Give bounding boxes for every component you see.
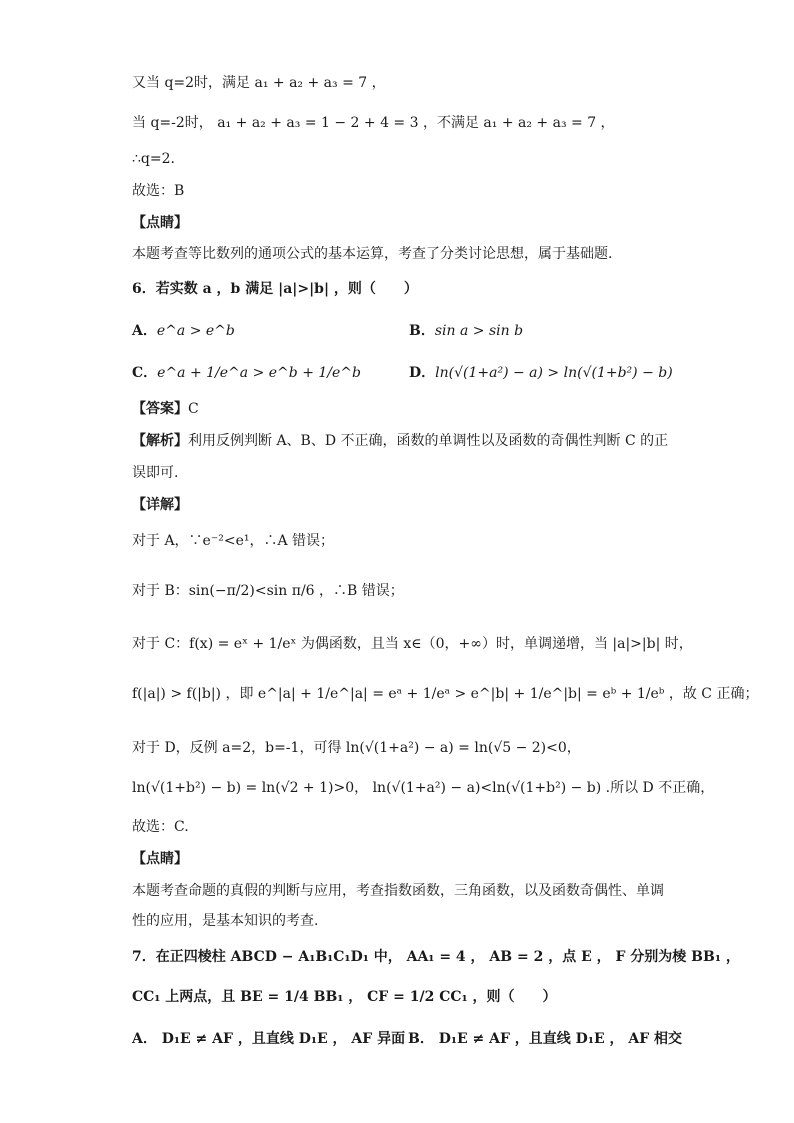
question-7-stem-2: CC₁ 上两点，且 BE = 1/4 BB₁ ， CF = 1/2 CC₁ ，则（ ）: [132, 989, 557, 1005]
answer-line: 【答案】C: [132, 401, 199, 417]
detail-tag: 【详解】: [132, 497, 188, 513]
question-6-stem: 6．若实数 a ，b 满足 |a|>|b| ，则（ ）: [132, 281, 418, 297]
tip-text-1: 本题考查等比数列的通项公式的基本运算，考查了分类讨论思想，属于基础题.: [132, 246, 613, 262]
question-7-option-a: A． D₁E ≠ AF ，且直线 D₁E ， AF 异面: [132, 1031, 406, 1047]
analysis-line-2: 误即可.: [132, 465, 179, 481]
tip-text-2a: 本题考查命题的真假的判断与应用，考查指数函数，三角函数，以及函数奇偶性、单调: [132, 883, 664, 899]
detail-line-c: 对于 C：f(x) = eˣ + 1/eˣ 为偶函数，且当 x∈（0，+∞）时，单调递增，当 |a|>|b| 时，: [132, 636, 693, 652]
detail-line-d2: ln(√(1+b²) − b) = ln(√2 + 1)>0， ln(√(1+a²) − a)<ln(√(1+b²) − b) .所以 D 不正确，: [132, 780, 715, 796]
question-6-option-b: B．sin a > sin b: [409, 323, 524, 339]
question-6-option-a: A．e^a > e^b: [132, 323, 235, 339]
tip-text-2b: 性的应用，是基本知识的考查.: [132, 913, 319, 929]
tip-tag-1: 【点睛】: [132, 215, 188, 231]
detail-line-a: 对于 A，∵e⁻²<e¹，∴A 错误；: [132, 533, 335, 549]
solution-line-4: 故选：B: [132, 183, 185, 199]
question-7-stem-1: 7．在正四棱柱 ABCD − A₁B₁C₁D₁ 中， AA₁ = 4 ， AB = 2 ，点 E ， F 分别为棱 BB₁ ，: [132, 949, 740, 965]
question-6-option-c: C．e^a + 1/e^a > e^b + 1/e^b: [132, 365, 361, 381]
detail-line-c2: f(|a|) > f(|b|) ，即 e^|a| + 1/e^|a| = eᵃ + 1/eᵃ > e^|b| + 1/e^|b| = eᵇ + 1/eᵇ ，故 C 正确；: [132, 686, 759, 702]
tip-tag-2: 【点睛】: [132, 851, 188, 867]
detail-line-d1: 对于 D，反例 a=2，b=-1，可得 ln(√(1+a²) − a) = ln(√5 − 2)<0，: [132, 740, 581, 756]
solution-line-1: 又当 q=2时，满足 a₁ + a₂ + a₃ = 7 ，: [132, 75, 386, 91]
analysis-line-1: 【解析】利用反例判断 A、B、D 不正确，函数的单调性以及函数的奇偶性判断 C 的正: [132, 433, 669, 449]
detail-line-choose: 故选：C.: [132, 819, 189, 835]
solution-line-2: 当 q=-2时， a₁ + a₂ + a₃ = 1 − 2 + 4 = 3 ，不满足 a₁ + a₂ + a₃ = 7 ，: [132, 115, 615, 131]
solution-line-3: ∴q=2.: [132, 151, 175, 167]
detail-line-b: 对于 B：sin(−π/2)<sin π/6 ，∴B 错误；: [132, 583, 404, 599]
question-6-option-d: D．ln(√(1+a²) − a) > ln(√(1+b²) − b): [409, 365, 673, 381]
question-7-option-b: B． D₁E ≠ AF ，且直线 D₁E ， AF 相交: [408, 1031, 683, 1047]
